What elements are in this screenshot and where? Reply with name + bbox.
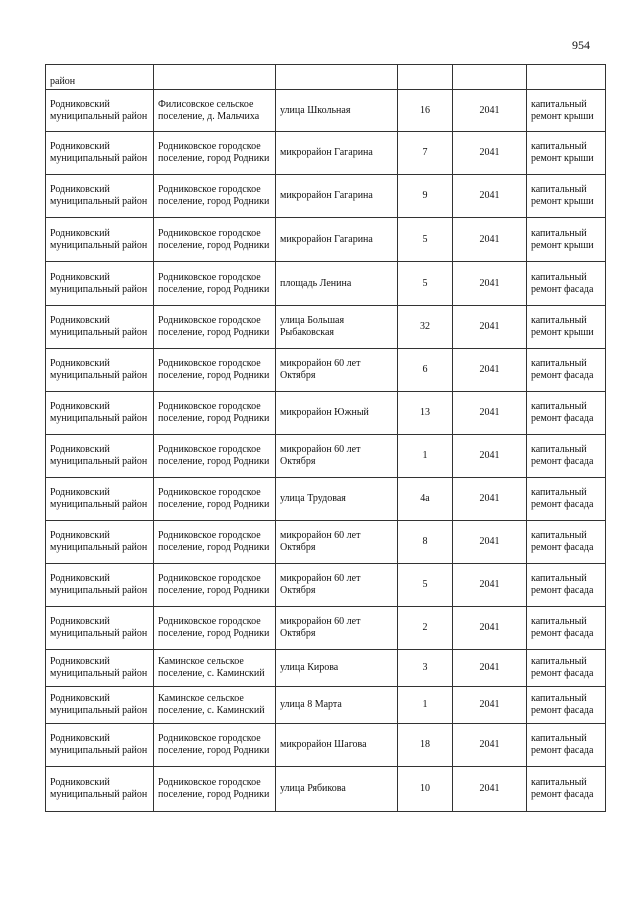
- housing-repair-table: [45, 64, 606, 812]
- table-row: [46, 90, 606, 132]
- house-number-cell: 6: [398, 349, 453, 392]
- table-row: [46, 262, 606, 306]
- work-type-cell: капитальный ремонт крыши: [527, 175, 606, 218]
- table-row: [46, 724, 606, 767]
- work-type-cell: капитальный ремонт фасада: [527, 607, 606, 650]
- street-cell: [276, 65, 398, 90]
- house-number-cell: 8: [398, 521, 453, 564]
- work-type-cell: капитальный ремонт фасада: [527, 650, 606, 687]
- house-number-cell: 1: [398, 435, 453, 478]
- table-row: [46, 650, 606, 687]
- house-number-cell: 5: [398, 218, 453, 262]
- settlement-cell: Родниковское городское поселение, город Родники: [154, 262, 276, 306]
- settlement-cell: Родниковское городское поселение, город Родники: [154, 392, 276, 435]
- house-number-cell: 13: [398, 392, 453, 435]
- settlement-cell: Родниковское городское поселение, город Родники: [154, 435, 276, 478]
- year-cell: 2041: [453, 521, 527, 564]
- table-row: [46, 132, 606, 175]
- street-cell: улица Большая Рыбаковская: [276, 306, 398, 349]
- street-cell: микрорайон 60 лет Октября: [276, 435, 398, 478]
- table-row: [46, 521, 606, 564]
- table-body: [46, 65, 606, 812]
- district-cell: Родниковский муниципальный район: [46, 767, 154, 812]
- settlement-cell: Родниковское городское поселение, город Родники: [154, 478, 276, 521]
- district-cell: Родниковский муниципальный район: [46, 435, 154, 478]
- street-cell: микрорайон Шагова: [276, 724, 398, 767]
- work-type-cell: капитальный ремонт фасада: [527, 392, 606, 435]
- street-cell: микрорайон 60 лет Октября: [276, 564, 398, 607]
- settlement-cell: Родниковское городское поселение, город Родники: [154, 175, 276, 218]
- table-row: [46, 767, 606, 812]
- street-cell: микрорайон 60 лет Октября: [276, 607, 398, 650]
- work-cell: [527, 65, 606, 90]
- house-number-cell: 10: [398, 767, 453, 812]
- district-cell: Родниковский муниципальный район: [46, 218, 154, 262]
- street-cell: микрорайон Гагарина: [276, 132, 398, 175]
- district-cell: Родниковский муниципальный район: [46, 306, 154, 349]
- year-cell: 2041: [453, 650, 527, 687]
- street-cell: микрорайон Гагарина: [276, 175, 398, 218]
- settlement-cell: Родниковское городское поселение, город Родники: [154, 607, 276, 650]
- table-row: [46, 435, 606, 478]
- year-cell: 2041: [453, 435, 527, 478]
- year-cell: 2041: [453, 262, 527, 306]
- street-cell: улица Рябикова: [276, 767, 398, 812]
- settlement-cell: Каминское сельское поселение, с. Каминский: [154, 650, 276, 687]
- district-cell: Родниковский муниципальный район: [46, 349, 154, 392]
- settlement-cell: Родниковское городское поселение, город Родники: [154, 218, 276, 262]
- settlement-cell: Родниковское городское поселение, город Родники: [154, 132, 276, 175]
- work-type-cell: капитальный ремонт крыши: [527, 132, 606, 175]
- year-cell: [453, 65, 527, 90]
- settlement-cell: Родниковское городское поселение, город Родники: [154, 349, 276, 392]
- house-number-cell: 5: [398, 262, 453, 306]
- year-cell: 2041: [453, 349, 527, 392]
- table-row: [46, 218, 606, 262]
- district-cell: Родниковский муниципальный район: [46, 175, 154, 218]
- street-cell: микрорайон Гагарина: [276, 218, 398, 262]
- work-type-cell: капитальный ремонт фасада: [527, 564, 606, 607]
- district-cell: Родниковский муниципальный район: [46, 687, 154, 724]
- house-number-cell: 5: [398, 564, 453, 607]
- year-cell: 2041: [453, 90, 527, 132]
- district-cell: Родниковский муниципальный район: [46, 392, 154, 435]
- street-cell: улица Трудовая: [276, 478, 398, 521]
- district-cell: Родниковский муниципальный район: [46, 262, 154, 306]
- district-cell: Родниковский муниципальный район: [46, 724, 154, 767]
- street-cell: площадь Ленина: [276, 262, 398, 306]
- district-cell: Родниковский муниципальный район: [46, 478, 154, 521]
- street-cell: улица Кирова: [276, 650, 398, 687]
- house-number-cell: 1: [398, 687, 453, 724]
- table-row: [46, 607, 606, 650]
- street-cell: улица Школьная: [276, 90, 398, 132]
- work-type-cell: капитальный ремонт фасада: [527, 687, 606, 724]
- settlement-cell: [154, 65, 276, 90]
- settlement-cell: Родниковское городское поселение, город Родники: [154, 564, 276, 607]
- year-cell: 2041: [453, 564, 527, 607]
- year-cell: 2041: [453, 132, 527, 175]
- year-cell: 2041: [453, 478, 527, 521]
- district-cell: Родниковский муниципальный район: [46, 90, 154, 132]
- work-type-cell: капитальный ремонт фасада: [527, 478, 606, 521]
- work-type-cell: капитальный ремонт крыши: [527, 306, 606, 349]
- year-cell: 2041: [453, 607, 527, 650]
- year-cell: 2041: [453, 767, 527, 812]
- table-row: [46, 306, 606, 349]
- work-type-cell: капитальный ремонт крыши: [527, 90, 606, 132]
- house-cell: [398, 65, 453, 90]
- year-cell: 2041: [453, 687, 527, 724]
- house-number-cell: 7: [398, 132, 453, 175]
- street-cell: микрорайон Южный: [276, 392, 398, 435]
- district-cell: Родниковский муниципальный район: [46, 132, 154, 175]
- table-row: [46, 349, 606, 392]
- year-cell: 2041: [453, 306, 527, 349]
- district-cell: Родниковский муниципальный район: [46, 521, 154, 564]
- district-cell: Родниковский муниципальный район: [46, 564, 154, 607]
- table-row: [46, 392, 606, 435]
- work-type-cell: капитальный ремонт фасада: [527, 767, 606, 812]
- work-type-cell: капитальный ремонт фасада: [527, 521, 606, 564]
- street-cell: микрорайон 60 лет Октября: [276, 521, 398, 564]
- district-cell: район: [46, 65, 154, 90]
- table-row: [46, 564, 606, 607]
- house-number-cell: 9: [398, 175, 453, 218]
- work-type-cell: капитальный ремонт фасада: [527, 349, 606, 392]
- house-number-cell: 2: [398, 607, 453, 650]
- settlement-cell: Родниковское городское поселение, город Родники: [154, 767, 276, 812]
- house-number-cell: 4а: [398, 478, 453, 521]
- settlement-cell: Филисовское сельское поселение, д. Мальчиха: [154, 90, 276, 132]
- work-type-cell: капитальный ремонт фасада: [527, 435, 606, 478]
- street-cell: микрорайон 60 лет Октября: [276, 349, 398, 392]
- house-number-cell: 3: [398, 650, 453, 687]
- table-row-continued: [46, 65, 606, 90]
- year-cell: 2041: [453, 724, 527, 767]
- house-number-cell: 32: [398, 306, 453, 349]
- district-cell: Родниковский муниципальный район: [46, 650, 154, 687]
- house-number-cell: 18: [398, 724, 453, 767]
- settlement-cell: Родниковское городское поселение, город Родники: [154, 306, 276, 349]
- settlement-cell: Родниковское городское поселение, город Родники: [154, 521, 276, 564]
- year-cell: 2041: [453, 218, 527, 262]
- year-cell: 2041: [453, 392, 527, 435]
- district-cell: Родниковский муниципальный район: [46, 607, 154, 650]
- work-type-cell: капитальный ремонт фасада: [527, 724, 606, 767]
- work-type-cell: капитальный ремонт крыши: [527, 218, 606, 262]
- table-row: [46, 175, 606, 218]
- settlement-cell: Каминское сельское поселение, с. Каминский: [154, 687, 276, 724]
- street-cell: улица 8 Марта: [276, 687, 398, 724]
- work-type-cell: капитальный ремонт фасада: [527, 262, 606, 306]
- page-number: 954: [572, 38, 590, 52]
- table-row: [46, 478, 606, 521]
- house-number-cell: 16: [398, 90, 453, 132]
- year-cell: 2041: [453, 175, 527, 218]
- settlement-cell: Родниковское городское поселение, город Родники: [154, 724, 276, 767]
- table-row: [46, 687, 606, 724]
